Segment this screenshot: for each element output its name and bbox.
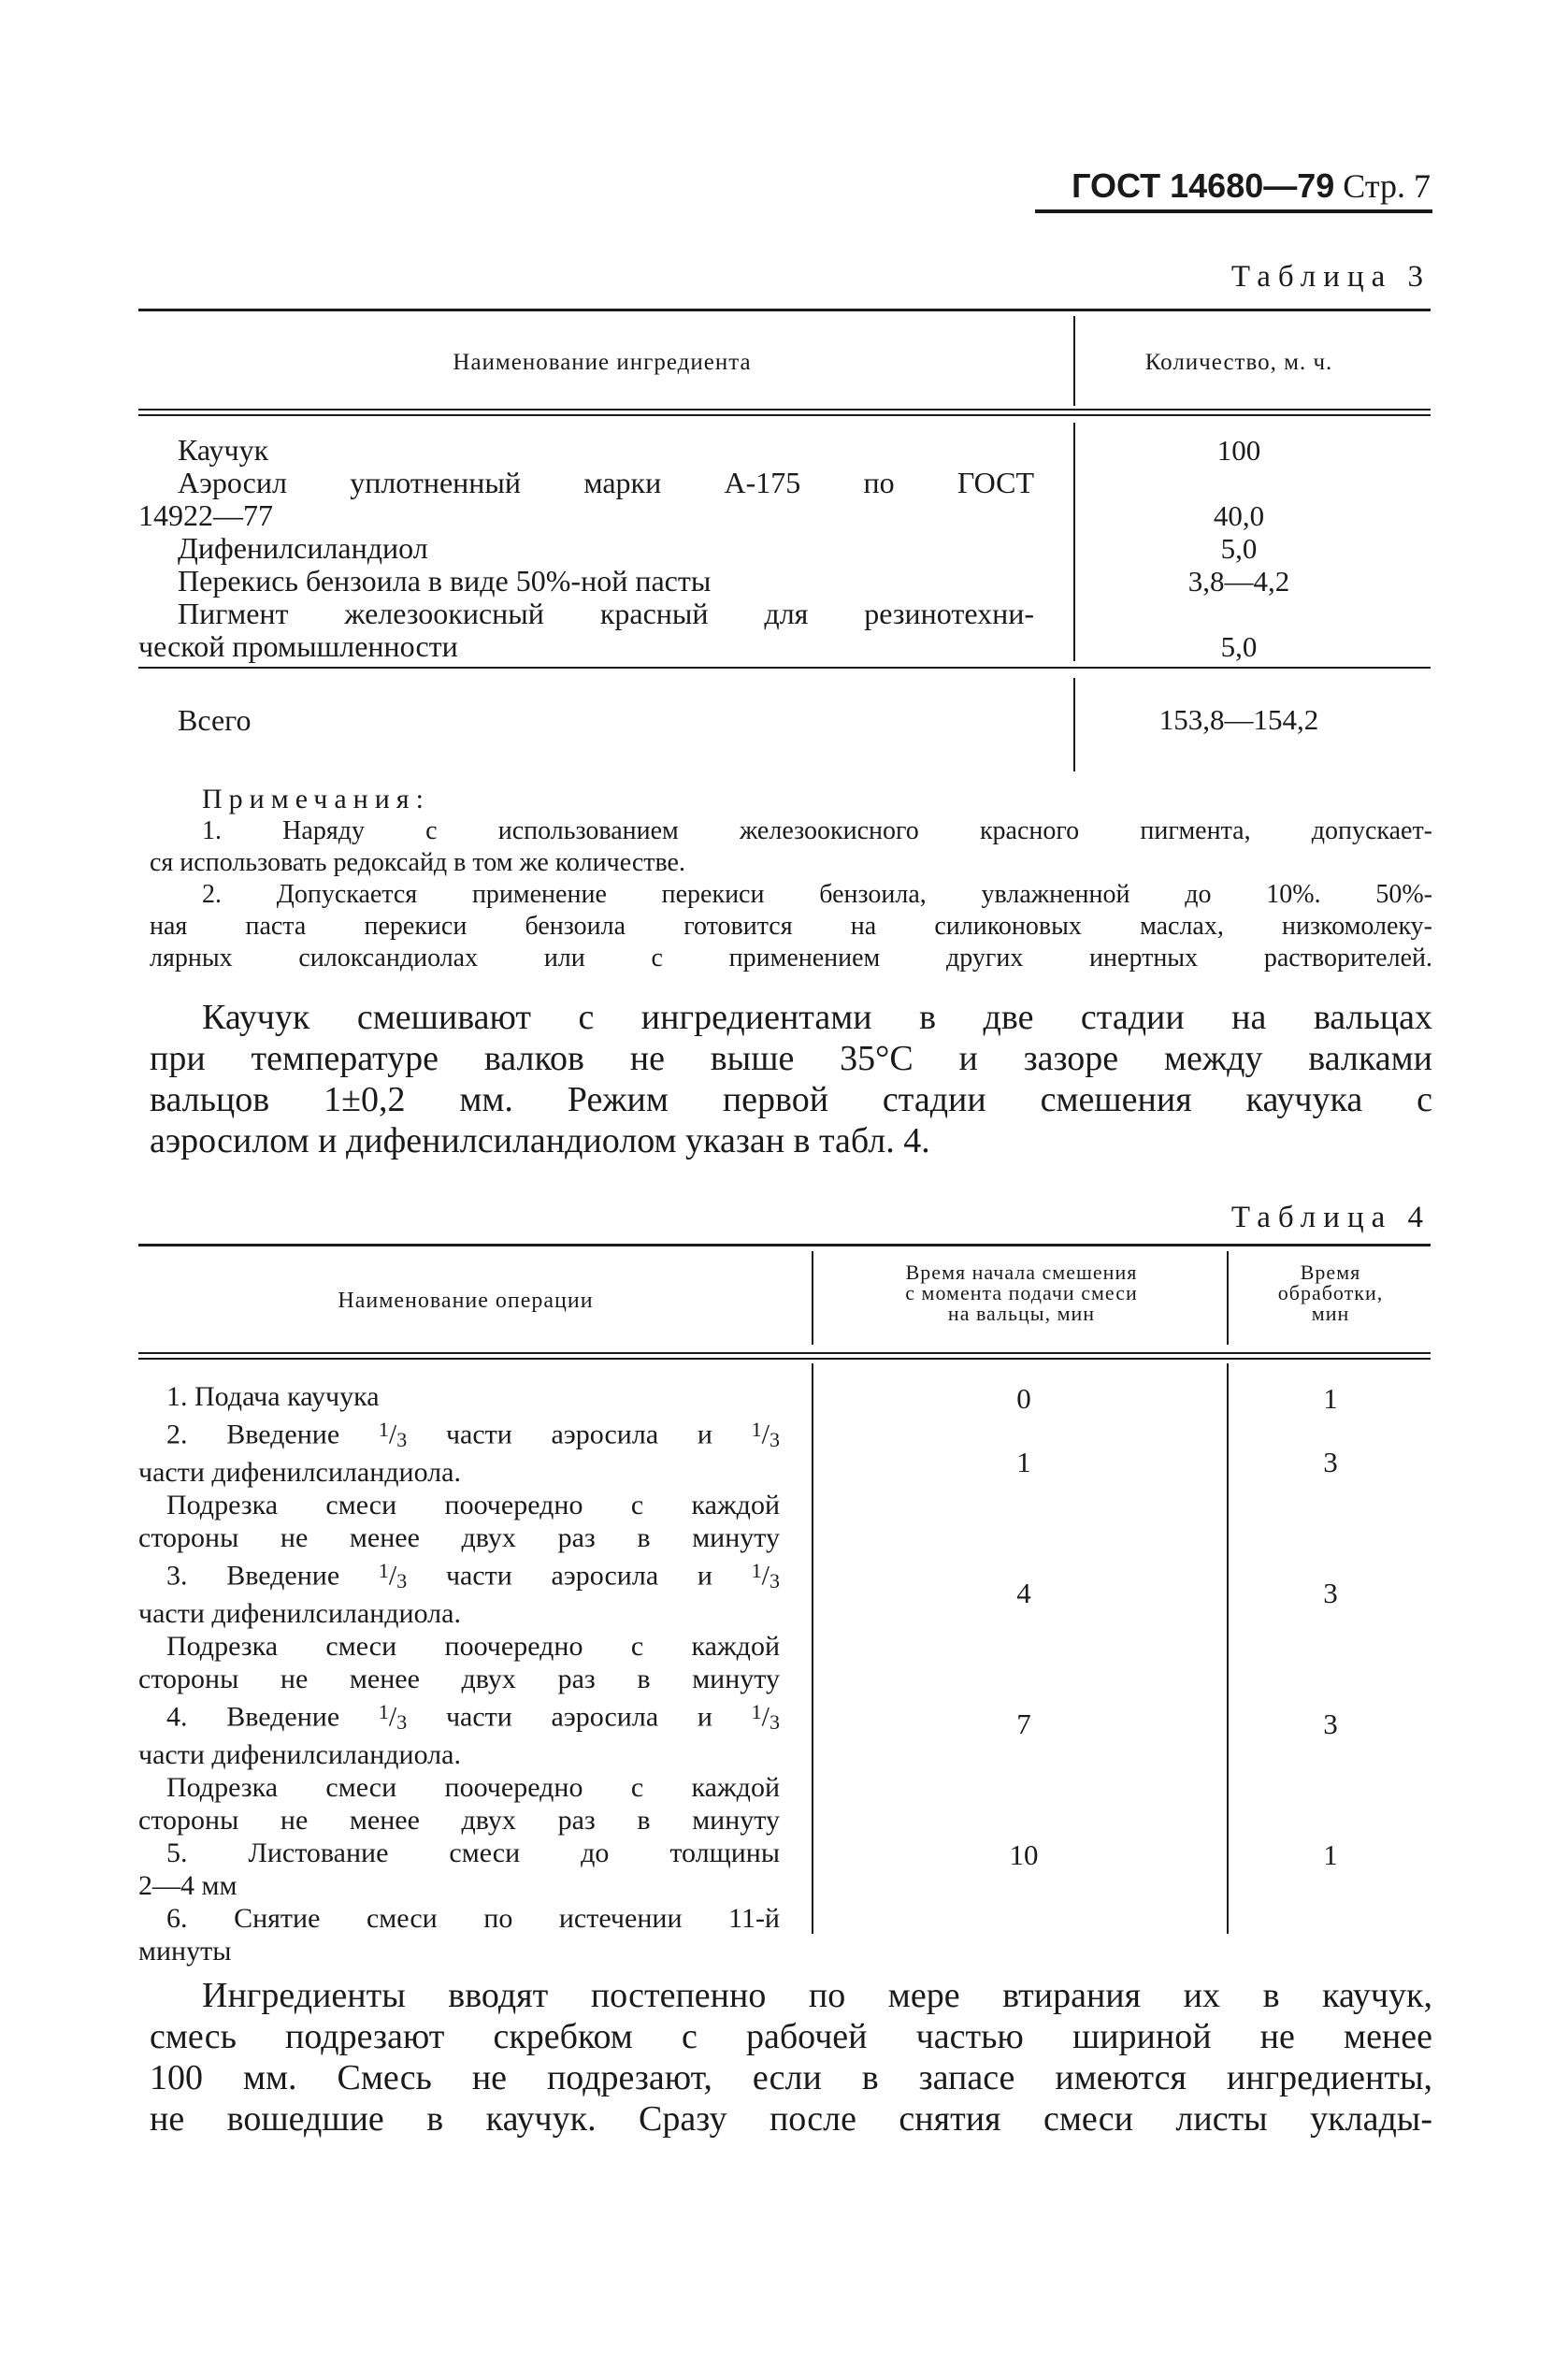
table-cell: минуты (138, 1935, 232, 1967)
table-cell: 5. Листование смеси до толщины (166, 1837, 780, 1868)
header-line: обработки, (1277, 1281, 1384, 1304)
table3-body-divider (1073, 423, 1075, 661)
paragraph-line: Каучук смешивают с ингредиентами в две стадии на вальцах (202, 998, 1432, 1037)
header-line: с момента подачи смеси (905, 1281, 1138, 1304)
table3-header-qty: Количество, м. ч. (1144, 350, 1333, 375)
table3-header-name: Наименование ингредиента (453, 350, 752, 375)
table-cell: 4 (1016, 1577, 1031, 1609)
table-cell: 4. Введение $^1$/3 части аэросила и $^1$/3 (166, 1699, 780, 1734)
table3-header-rule (138, 409, 1431, 411)
table-cell: Подрезка смеси поочередно с каждой (166, 1771, 780, 1803)
table-cell: Перекись бензоила в виде 50%-ной пасты (178, 564, 712, 598)
table3-total-qty: 153,8—154,2 (1158, 703, 1319, 736)
table3-total-rule (138, 667, 1431, 669)
header-line: Время (1300, 1261, 1361, 1284)
table-cell: ческой промышленности (138, 629, 458, 663)
table4-operations (138, 1380, 780, 1967)
header-line: на вальцы, мин (947, 1302, 1096, 1325)
table-cell: Каучук (178, 433, 269, 467)
table4-header-rule (138, 1352, 1431, 1354)
note-line: 2. Допускается применение перекиси бензоила, увлажненной до 10%. 50%- (202, 880, 1432, 909)
table4-header-name: Наименование операции (338, 1289, 594, 1313)
paragraph-line: 100 мм. Смесь не подрезают, если в запасе имеются ингредиенты, (150, 2058, 1432, 2097)
table4-top-rule (138, 1244, 1431, 1246)
table-cell: 1 (1323, 1838, 1338, 1871)
header-rule (1035, 209, 1432, 213)
table-cell: стороны не менее двух раз в минуту (138, 1663, 780, 1694)
table-cell: части дифенилсиландиола. (138, 1597, 461, 1629)
table-cell: Пигмент железоокисный красный для резинотехни- (178, 597, 1034, 630)
header-line: Время начала смешения (905, 1261, 1138, 1284)
notes-title: Примечания: (202, 784, 430, 814)
table-cell: стороны не менее двух раз в минуту (138, 1804, 780, 1836)
table-cell: 3 (1323, 1446, 1338, 1478)
standard-number: ГОСТ 14680—79 (1072, 166, 1335, 205)
table4-header-divider-2 (1227, 1251, 1229, 1345)
table4-header-duration (1232, 1262, 1429, 1324)
paragraph-line: не вошедшие в каучук. Сразу после снятия смеси листы уклады- (150, 2099, 1432, 2139)
table-cell: 2. Введение $^1$/3 части аэросила и $^1$/3 (166, 1418, 780, 1451)
table-cell: 1 (1016, 1446, 1031, 1478)
paragraph-line: при температуре валков не выше 35°С и зазоре между валками (150, 1039, 1432, 1078)
table4-body-divider-1 (812, 1363, 813, 1934)
body-paragraph-1 (150, 997, 1432, 1161)
table-cell: 5,0 (1220, 532, 1258, 565)
table-cell: Подрезка смеси поочередно с каждой (166, 1489, 780, 1520)
table-cell: 1 (1323, 1382, 1338, 1415)
body-paragraph-2 (150, 1975, 1432, 2140)
table-cell: стороны не менее двух раз в минуту (138, 1521, 780, 1553)
table-cell: части дифенилсиландиола. (138, 1738, 461, 1770)
table4-body-divider-2 (1227, 1363, 1229, 1934)
table-cell: Дифенилсиландиол (178, 531, 428, 565)
table-cell: 0 (1016, 1382, 1031, 1415)
note-line: ся использовать редоксайд в том же количестве. (150, 848, 685, 877)
header-line: мин (1311, 1302, 1350, 1325)
table-cell: 3 (1323, 1707, 1338, 1740)
table-cell: 40,0 (1213, 499, 1265, 532)
note-line: ная паста перекиси бензоила готовится на силиконовых маслах, низкомолеку- (150, 912, 1432, 941)
table-cell: 7 (1016, 1707, 1031, 1740)
table-cell: Подрезка смеси поочередно с каждой (166, 1630, 780, 1662)
table4-header-rule-2 (138, 1358, 1431, 1360)
table3-header-divider (1073, 316, 1075, 406)
table4-caption: Таблица 4 (1230, 1201, 1431, 1234)
table-cell: 5,0 (1220, 630, 1258, 663)
paragraph-line: смесь подрезают скребком с рабочей частью шириной не менее (150, 2017, 1432, 2056)
table4-header-start (823, 1262, 1220, 1324)
table-cell: 14922—77 (138, 498, 273, 532)
table-cell: 6. Снятие смеси по истечении 11-й (166, 1902, 780, 1934)
table-cell: 3. Введение $^1$/3 части аэросила и $^1$/3 (166, 1558, 780, 1592)
paragraph-line: Ингредиенты вводят постепенно по мере втирания их в каучук, (202, 1976, 1432, 2015)
table-cell: 3 (1323, 1577, 1338, 1609)
page-header (1057, 166, 1431, 206)
table3-caption: Таблица 3 (1230, 260, 1431, 294)
table3-total-divider (1073, 678, 1075, 771)
table-cell: 3,8—4,2 (1187, 565, 1290, 598)
table-cell: 10 (1009, 1838, 1039, 1871)
table-cell: 2—4 мм (138, 1869, 237, 1901)
table-cell: Аэросил уплотненный марки А-175 по ГОСТ (178, 466, 1034, 499)
paragraph-line: вальцов 1±0,2 мм. Режим первой стадии смешения каучука с (150, 1080, 1432, 1119)
table4-header-divider-1 (812, 1251, 813, 1345)
note-line: лярных силоксандиолах или с применением других инертных растворителей. (150, 944, 1432, 973)
paragraph-line: аэросилом и дифенилсиландиолом указан в табл. 4. (150, 1121, 930, 1160)
table3-total-label: Всего (178, 703, 252, 737)
table-cell: 1. Подача каучука (166, 1381, 380, 1412)
note-line: 1. Наряду с использованием железоокисного красного пигмента, допускает- (202, 816, 1432, 845)
table3-top-rule (138, 309, 1431, 311)
table-cell: части дифенилсиландиола. (138, 1456, 461, 1488)
table3-names (138, 434, 1034, 663)
table-cell: 100 (1216, 434, 1261, 467)
table3-header-rule-2 (138, 414, 1431, 416)
page-number: Стр. 7 (1343, 167, 1431, 205)
notes (150, 784, 1432, 974)
